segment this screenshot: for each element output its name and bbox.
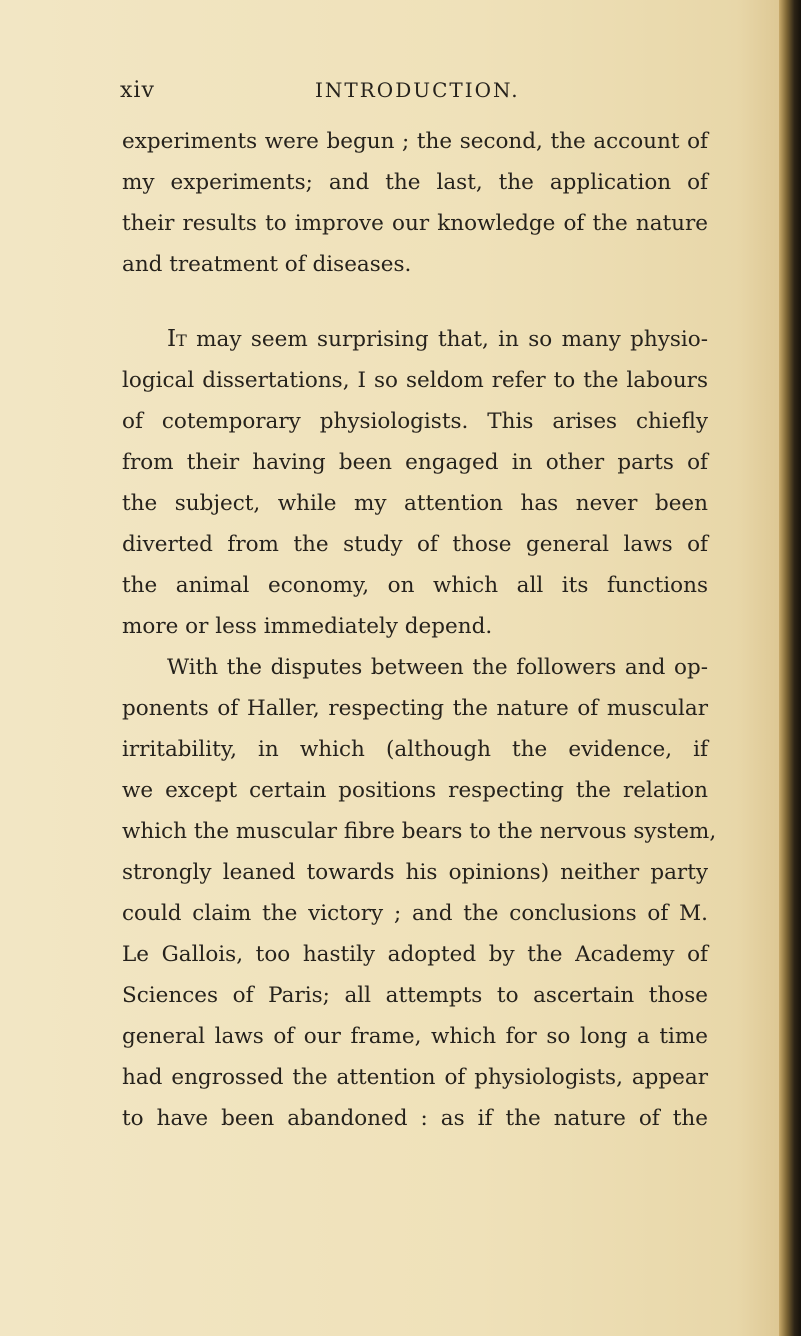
text-line: Sciences of Paris; all attempts to ascertain those bbox=[122, 983, 708, 1008]
text-line: the subject, while my attention has never been bbox=[122, 491, 708, 516]
text-line: we except certain positions respecting the relation bbox=[122, 778, 708, 803]
text-line: Le Gallois, too hastily adopted by the Academy of bbox=[122, 942, 708, 967]
text-line: from their having been engaged in other parts of bbox=[122, 450, 708, 475]
text-line: the animal economy, on which all its functions bbox=[122, 573, 708, 598]
text-line-first bbox=[122, 319, 708, 360]
text-line: ponents of Haller, respecting the nature of muscular bbox=[122, 696, 708, 721]
body-text bbox=[122, 121, 717, 1139]
text-line: and treatment of diseases. bbox=[122, 252, 412, 277]
running-head: INTRODUCTION. bbox=[315, 78, 520, 102]
text-line: diverted from the study of those general laws of bbox=[122, 532, 708, 557]
page-header bbox=[0, 78, 801, 108]
paragraph-1 bbox=[122, 121, 708, 285]
paragraph-3 bbox=[122, 647, 717, 1139]
text-line: experiments were begun ; the second, the account of bbox=[122, 129, 708, 154]
text-line: to have been abandoned : as if the nature of the bbox=[122, 1106, 708, 1131]
book-gutter-shadow bbox=[779, 0, 801, 1336]
text-line: had engrossed the attention of physiologists, appear bbox=[122, 1065, 708, 1090]
text-line: could claim the victory ; and the conclusions of M. bbox=[122, 901, 708, 926]
text-line: my experiments; and the last, the application of bbox=[122, 170, 708, 195]
text-line: which the muscular fibre bears to the nervous system, bbox=[122, 819, 717, 844]
text-line-first: With the disputes between the followers and op- bbox=[167, 655, 708, 680]
text-line: irritability, in which (although the evidence, if bbox=[122, 737, 708, 762]
paragraph-gap bbox=[122, 285, 708, 319]
page-number: xiv bbox=[120, 78, 155, 103]
text-line: strongly leaned towards his opinions) neither party bbox=[122, 860, 708, 885]
text-line: more or less immediately depend. bbox=[122, 614, 493, 639]
drop-word: It bbox=[167, 326, 187, 352]
text-line: logical dissertations, I so seldom refer to the labours bbox=[122, 368, 708, 393]
text-line: of cotemporary physiologists. This arises chiefly bbox=[122, 409, 708, 434]
text-line: their results to improve our knowledge of the nature bbox=[122, 211, 708, 236]
first-line-rest: may seem surprising that, in so many physio- bbox=[186, 327, 708, 352]
text-line: general laws of our frame, which for so long a time bbox=[122, 1024, 708, 1049]
paragraph-2 bbox=[122, 319, 708, 647]
